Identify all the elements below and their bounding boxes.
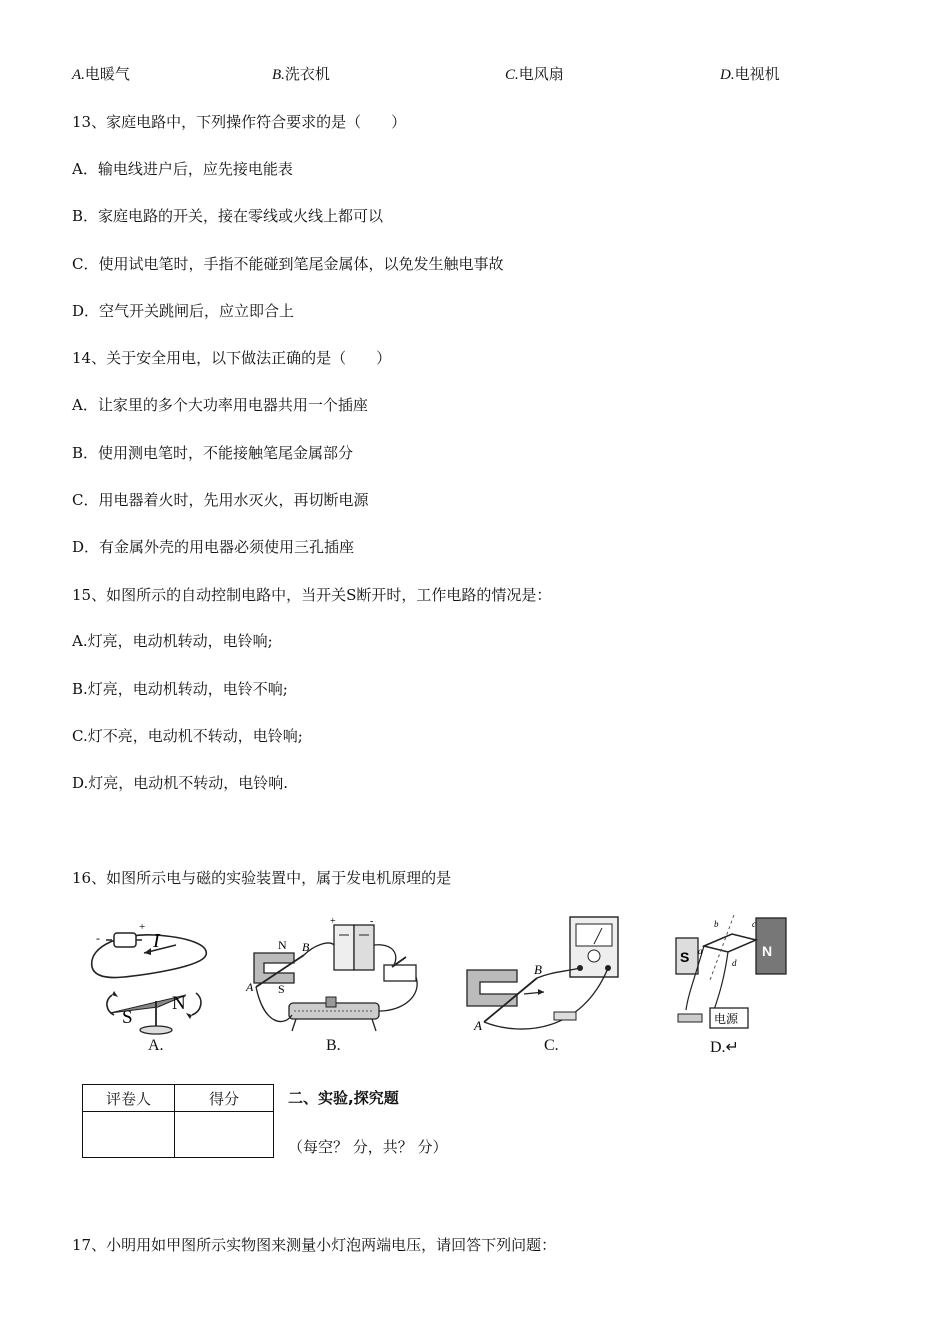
section-note: （每空？ 分，共？ 分） [288, 1138, 448, 1156]
q15-option-a: A.灯亮，电动机转动，电铃响; [72, 632, 273, 650]
q13-stem: 13、家庭电路中，下列操作符合要求的是（ ） [72, 113, 407, 131]
score-table-score-cell[interactable] [175, 1112, 274, 1158]
fig-b-mark-minus: - [370, 916, 374, 927]
fig-b-mark-s: S [278, 982, 285, 996]
fig-a-mark-minus: - [96, 931, 100, 945]
fig-c-mark-a: A [474, 1018, 482, 1033]
q13-option-d: D．空气开关跳闸后，应立即合上 [72, 302, 295, 320]
q15-stem: 15、如图所示的自动控制电路中，当开关S断开时，工作电路的情况是： [72, 586, 552, 604]
fig-a-mark-s: S [122, 1007, 133, 1028]
q13-option-c: C．使用试电笔时，手指不能碰到笔尾金属体，以免发生触电事故 [72, 255, 504, 273]
fig-d-mark-c: c [752, 919, 756, 929]
figure-a-label: A. [148, 1037, 164, 1054]
q14-option-c: C．用电器着火时，先用水灭火，再切断电源 [72, 491, 369, 509]
fig-d-mark-n: N [762, 943, 773, 959]
figure-b-label: B. [326, 1037, 341, 1054]
q16-stem: 16、如图所示电与磁的实验装置中，属于发电机原理的是 [72, 869, 452, 887]
fig-a-mark-plus: + [139, 921, 146, 933]
fig-d-mark-a: a [698, 946, 703, 956]
fig-d-mark-d: d [732, 958, 737, 968]
q12-option-a: A.电暖气 [72, 65, 130, 83]
q15-option-c: C.灯不亮，电动机不转动，电铃响; [72, 727, 303, 745]
q12-option-c: C.电风扇 [505, 65, 564, 83]
figure-d-magnetic-field-apparatus [674, 910, 792, 1035]
figure-c-label: C. [544, 1037, 559, 1054]
q13-option-b: B．家庭电路的开关，接在零线或火线上都可以 [72, 207, 384, 225]
q12-option-b: B.洗衣机 [272, 65, 330, 83]
figure-d-label: D.↵ [710, 1039, 739, 1056]
fig-c-mark-b: B [534, 962, 542, 977]
fig-b-mark-plus: + [330, 916, 336, 927]
q14-option-d: D．有金属外壳的用电器必须使用三孔插座 [72, 538, 355, 556]
q15-option-d: D.灯亮，电动机不转动，电铃响. [72, 774, 289, 792]
score-table-grader-cell[interactable] [83, 1112, 175, 1158]
fig-d-mark-b: b [714, 919, 719, 929]
fig-a-mark-current: I [153, 930, 160, 952]
q12-option-d: D.电视机 [720, 65, 780, 83]
q14-option-a: A．让家里的多个大功率用电器共用一个插座 [72, 396, 368, 414]
score-table-header-score: 得分 [175, 1085, 274, 1112]
section-title: 二、实验,探究题 [288, 1089, 399, 1107]
fig-d-mark-s: S [680, 949, 690, 965]
q14-option-b: B．使用测电笔时，不能接触笔尾金属部分 [72, 444, 354, 462]
score-table-header-grader: 评卷人 [83, 1085, 175, 1112]
q13-option-a: A．输电线进户后，应先接电能表 [72, 160, 293, 178]
q15-option-b: B.灯亮，电动机转动，电铃不响; [72, 680, 288, 698]
fig-d-mark-power: 电源 [714, 1012, 739, 1026]
fig-b-mark-n: N [278, 938, 287, 952]
fig-a-mark-n: N [172, 993, 186, 1014]
q17-stem: 17、小明用如甲图所示实物图来测量小灯泡两端电压，请回答下列问题： [72, 1236, 557, 1254]
score-table [82, 1084, 274, 1158]
figure-b-motor-apparatus [244, 915, 429, 1040]
fig-b-mark-a: A [246, 980, 254, 994]
figure-c-generator-apparatus [462, 912, 632, 1040]
figure-a-compass-current [84, 915, 219, 1040]
fig-b-mark-b: B [302, 940, 310, 954]
q14-stem: 14、关于安全用电，以下做法正确的是（ ） [72, 349, 392, 367]
